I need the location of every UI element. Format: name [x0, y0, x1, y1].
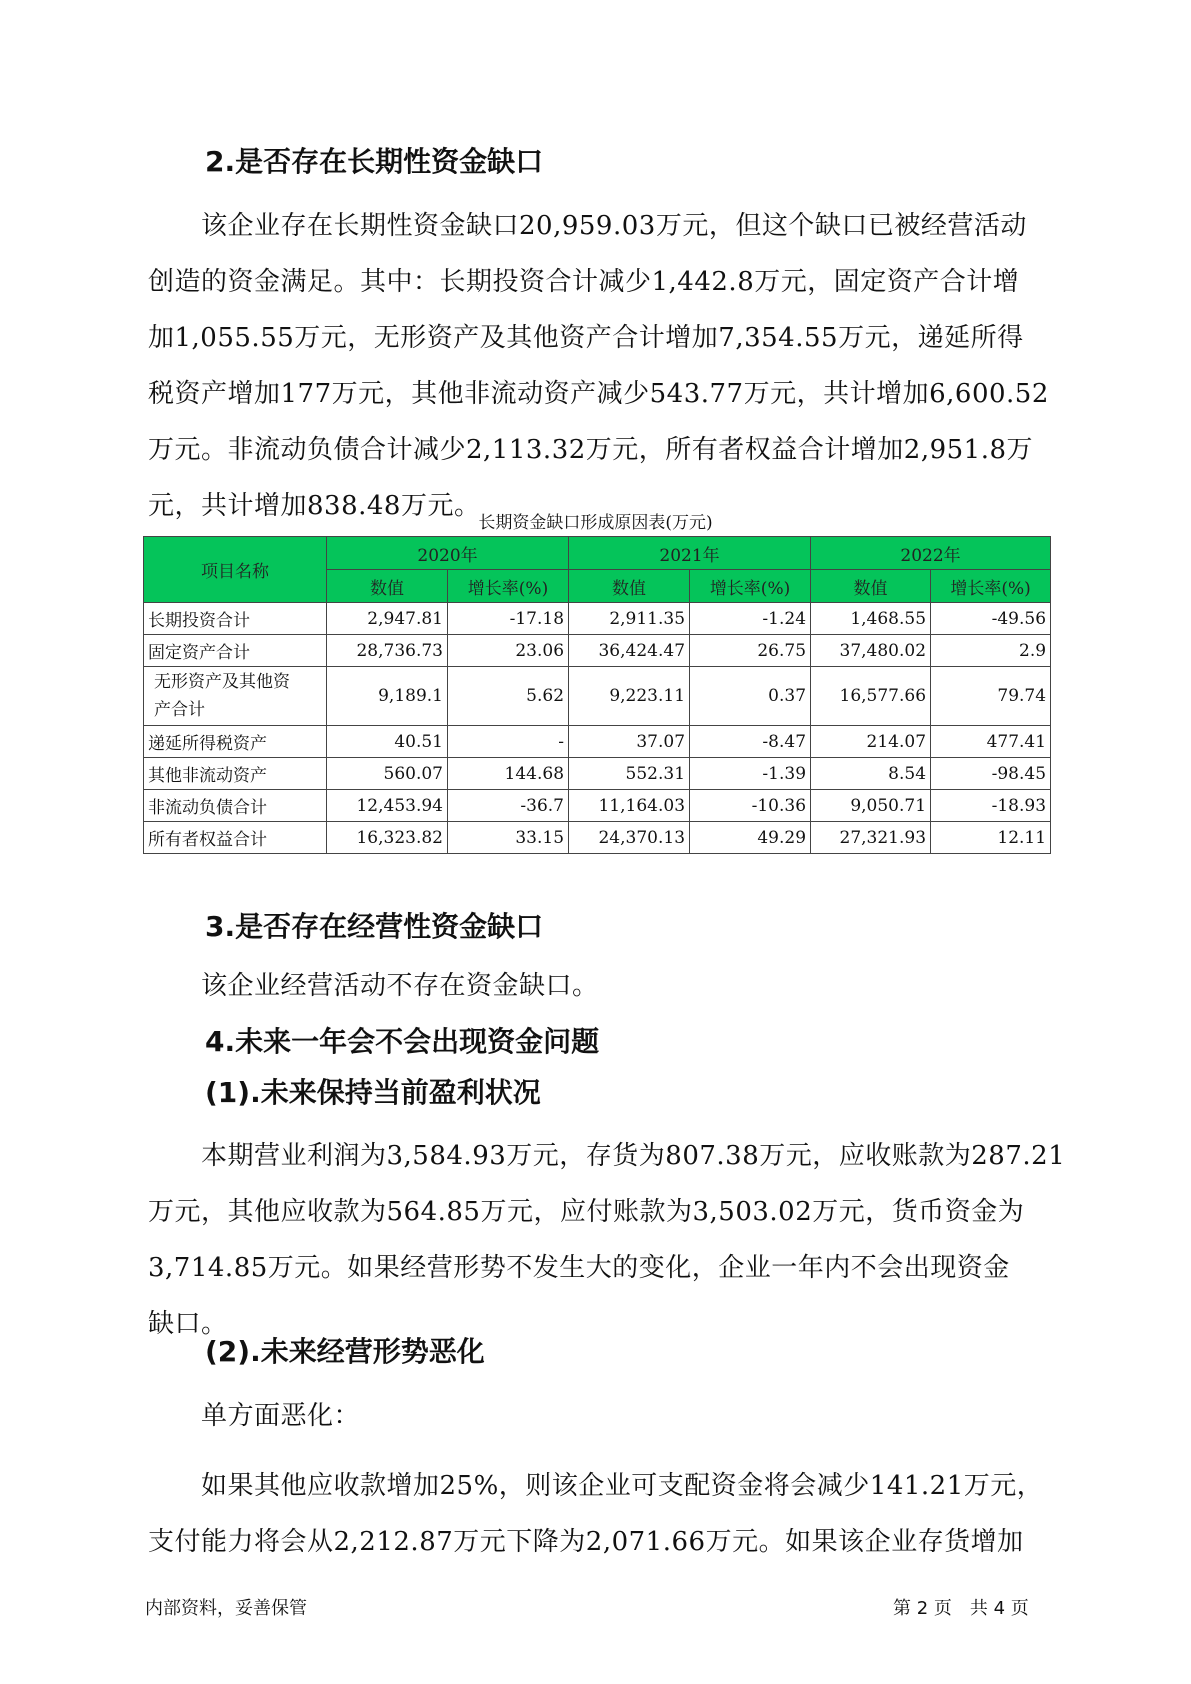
cell-value: 37,480.02 — [811, 635, 931, 667]
cell-value: 214.07 — [811, 726, 931, 758]
paragraph-line: 万元。非流动负债合计减少2,113.32万元，所有者权益合计增加2,951.8万 — [148, 435, 1034, 465]
cell-value: 9,189.1 — [327, 667, 448, 726]
header-year: 2020年 — [327, 537, 569, 570]
row-label — [144, 667, 327, 726]
cell-growth: -1.39 — [690, 758, 811, 790]
cell-value: 27,321.93 — [811, 822, 931, 854]
cell-growth: 5.62 — [448, 667, 569, 726]
cell-value: 2,911.35 — [569, 603, 690, 635]
cell-growth: 79.74 — [931, 667, 1051, 726]
row-label: 递延所得税资产 — [144, 726, 327, 758]
header-year: 2021年 — [569, 537, 811, 570]
table-row — [144, 603, 1051, 635]
table-row — [144, 822, 1051, 854]
table-row — [144, 726, 1051, 758]
cell-value: 560.07 — [327, 758, 448, 790]
funding-gap-table — [143, 536, 1051, 854]
row-label-line: 无形资产及其他资 — [154, 672, 290, 692]
table-row — [144, 790, 1051, 822]
cell-value: 552.31 — [569, 758, 690, 790]
row-label: 非流动负债合计 — [144, 790, 327, 822]
cell-value: 9,223.11 — [569, 667, 690, 726]
cell-value: 8.54 — [811, 758, 931, 790]
paragraph-line: 支付能力将会从2,212.87万元下降为2,071.66万元。如果该企业存货增加 — [148, 1527, 1024, 1557]
paragraph — [148, 198, 1063, 534]
paragraph-line: 创造的资金满足。其中：长期投资合计减少1,442.8万元，固定资产合计增 — [148, 267, 1020, 297]
cell-growth: -1.24 — [690, 603, 811, 635]
cell-growth: 477.41 — [931, 726, 1051, 758]
footer-page-number: 第 2 页 共 4 页 — [893, 1598, 1029, 1619]
paragraph-line: 万元，其他应收款为564.85万元，应付账款为3,503.02万元，货币资金为 — [148, 1197, 1025, 1227]
footer-confidential-note: 内部资料，妥善保管 — [145, 1598, 307, 1619]
cell-growth: 49.29 — [690, 822, 811, 854]
header-growth-rate: 增长率(%) — [690, 570, 811, 603]
section-heading: 3.是否存在经营性资金缺口 — [205, 910, 544, 943]
cell-value: 24,370.13 — [569, 822, 690, 854]
section-heading: 2.是否存在长期性资金缺口 — [205, 145, 544, 178]
cell-value: 40.51 — [327, 726, 448, 758]
row-label: 固定资产合计 — [144, 635, 327, 667]
paragraph-line: 本期营业利润为3,584.93万元，存货为807.38万元，应收账款为287.21 — [148, 1141, 1066, 1171]
subsection-heading: (2).未来经营形势恶化 — [205, 1335, 485, 1368]
cell-value: 11,164.03 — [569, 790, 690, 822]
subsection-heading: (1).未来保持当前盈利状况 — [205, 1076, 541, 1109]
cell-growth: 23.06 — [448, 635, 569, 667]
cell-growth: 2.9 — [931, 635, 1051, 667]
cell-growth: -8.47 — [690, 726, 811, 758]
row-label: 所有者权益合计 — [144, 822, 327, 854]
header-growth-rate: 增长率(%) — [931, 570, 1051, 603]
cell-growth: 26.75 — [690, 635, 811, 667]
cell-value: 37.07 — [569, 726, 690, 758]
cell-value: 1,468.55 — [811, 603, 931, 635]
paragraph-line: 3,714.85万元。如果经营形势不发生大的变化，企业一年内不会出现资金 — [148, 1253, 1010, 1283]
cell-value: 36,424.47 — [569, 635, 690, 667]
table-row — [144, 667, 1051, 726]
table-row — [144, 758, 1051, 790]
header-year: 2022年 — [811, 537, 1051, 570]
paragraph-line: 税资产增加177万元，其他非流动资产减少543.77万元，共计增加6,600.52 — [148, 379, 1049, 409]
header-value: 数值 — [811, 570, 931, 603]
paragraph — [148, 1388, 1063, 1444]
cell-value: 16,577.66 — [811, 667, 931, 726]
header-value: 数值 — [327, 570, 448, 603]
cell-growth: -10.36 — [690, 790, 811, 822]
cell-value: 12,453.94 — [327, 790, 448, 822]
paragraph — [148, 1458, 1063, 1570]
row-label: 其他非流动资产 — [144, 758, 327, 790]
paragraph-line: 该企业存在长期性资金缺口20,959.03万元，但这个缺口已被经营活动 — [148, 211, 1027, 241]
paragraph-line: 单方面恶化： — [148, 1401, 361, 1431]
paragraph-line: 元，共计增加838.48万元。 — [148, 491, 481, 521]
cell-value: 2,947.81 — [327, 603, 448, 635]
cell-growth: 0.37 — [690, 667, 811, 726]
header-growth-rate: 增长率(%) — [448, 570, 569, 603]
cell-growth: 144.68 — [448, 758, 569, 790]
paragraph-line: 缺口。 — [148, 1309, 228, 1339]
cell-value: 16,323.82 — [327, 822, 448, 854]
paragraph — [148, 958, 1063, 1014]
cell-growth: 33.15 — [448, 822, 569, 854]
header-item-name: 项目名称 — [144, 537, 327, 603]
cell-value: 28,736.73 — [327, 635, 448, 667]
row-label-line: 产合计 — [154, 700, 205, 720]
cell-value: 9,050.71 — [811, 790, 931, 822]
cell-growth: -36.7 — [448, 790, 569, 822]
table-row — [144, 635, 1051, 667]
paragraph-line: 该企业经营活动不存在资金缺口。 — [148, 971, 599, 1001]
cell-growth: -18.93 — [931, 790, 1051, 822]
cell-growth: - — [448, 726, 569, 758]
table-caption: 长期资金缺口形成原因表(万元) — [478, 513, 713, 533]
cell-growth: -98.45 — [931, 758, 1051, 790]
cell-growth: -17.18 — [448, 603, 569, 635]
header-value: 数值 — [569, 570, 690, 603]
paragraph-line: 如果其他应收款增加25%，则该企业可支配资金将会减少141.21万元， — [148, 1471, 1044, 1501]
paragraph — [148, 1128, 1066, 1352]
cell-growth: 12.11 — [931, 822, 1051, 854]
section-heading: 4.未来一年会不会出现资金问题 — [205, 1025, 600, 1058]
paragraph-line: 加1,055.55万元，无形资产及其他资产合计增加7,354.55万元，递延所得 — [148, 323, 1024, 353]
cell-growth: -49.56 — [931, 603, 1051, 635]
row-label: 长期投资合计 — [144, 603, 327, 635]
